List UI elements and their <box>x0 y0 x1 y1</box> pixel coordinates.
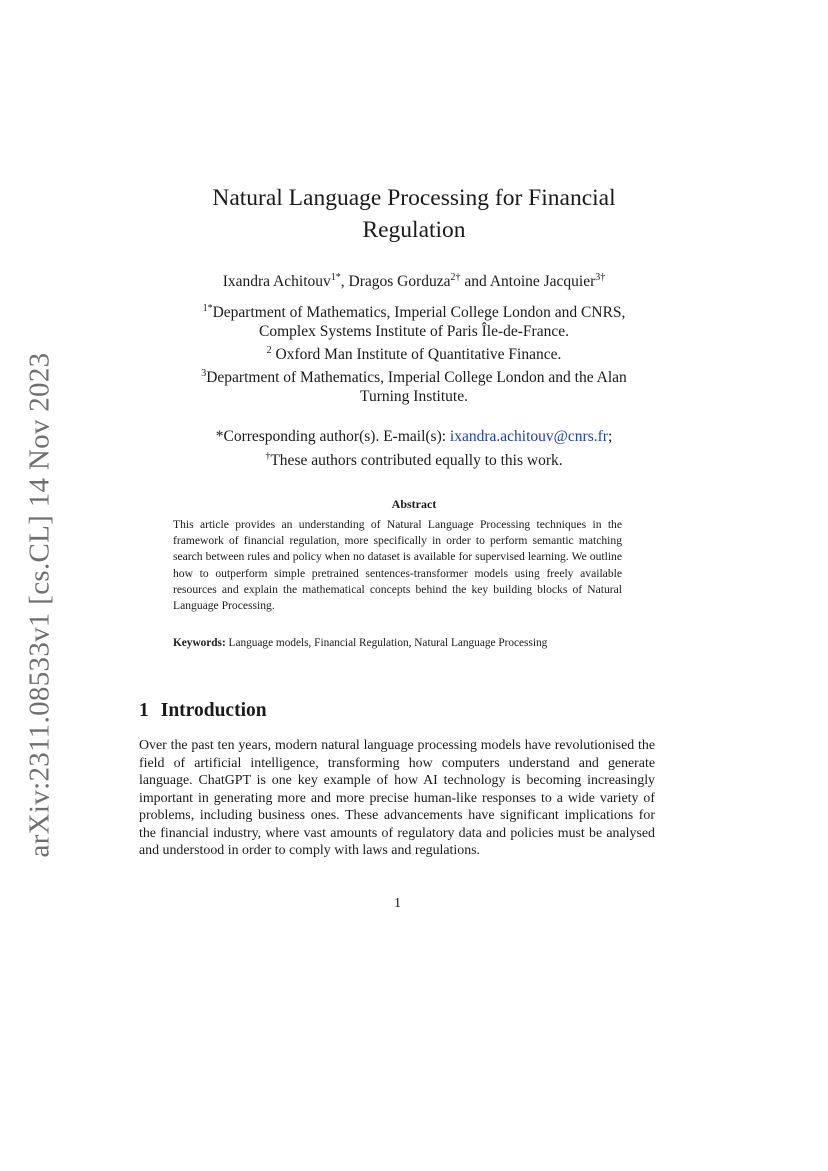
affiliation-1-text: Department of Mathematics, Imperial College London and CNRS, <box>212 304 626 322</box>
email-link[interactable]: ixandra.achitouv@cnrs.fr <box>449 428 608 445</box>
correspondence-line-2 <box>0 447 828 471</box>
correspondence-line-1 <box>0 427 828 447</box>
author-3: Antoine Jacquier <box>489 273 596 291</box>
keywords-list: Language models, Financial Regulation, Natural Language Processing <box>225 637 548 649</box>
paper-title <box>0 182 828 246</box>
author-3-superscript: 3† <box>595 272 606 283</box>
abstract-heading: Abstract <box>391 497 437 511</box>
author-list <box>0 268 828 292</box>
affiliation-1-superscript: 1* <box>202 303 213 314</box>
author-2-superscript: 2† <box>450 272 461 283</box>
author-2: Dragos Gorduza <box>348 273 451 291</box>
affiliation-line-2: Complex Systems Institute of Paris Île-de-France. <box>259 323 569 341</box>
affiliation-line-3 <box>0 341 828 364</box>
correspondence <box>0 427 828 471</box>
introduction-paragraph: Over the past ten years, modern natural language processing models have revolutionised the field of artificial intelligence, transforming how computers understand and generate language. ChatGPT is one key example of how AI technology is becoming increasingly important in generating more and more precise human-like responses to a wide variety of problems, including business ones. These advancements have significant implications for the financial industry, where vast amounts of regulatory data and policies must be analysed and understood in order to comply with laws and regulations. <box>139 738 655 858</box>
section-title: Introduction <box>160 700 267 721</box>
affiliation-line-4 <box>0 364 828 387</box>
correspondence-suffix: ; <box>607 428 613 445</box>
title-line-2: Regulation <box>362 217 466 243</box>
affiliation-3-superscript: 3 <box>201 368 207 380</box>
arxiv-identifier-stamp: arXiv:2311.08533v1 [cs.CL] 14 Nov 2023 <box>23 352 56 858</box>
author-1: Ixandra Achitouv <box>222 273 331 291</box>
keywords <box>173 636 633 651</box>
author-separator: , <box>340 273 349 291</box>
affiliation-line-5: Turning Institute. <box>360 388 468 406</box>
dagger-mark: † <box>265 451 271 462</box>
page-number: 1 <box>394 896 401 911</box>
author-1-superscript: 1* <box>330 272 341 283</box>
correspondence-prefix: *Corresponding author(s). E-mail(s): <box>215 428 450 445</box>
affiliation-3-text: Department of Mathematics, Imperial College London and the Alan <box>206 369 627 387</box>
affiliations <box>0 299 828 406</box>
affiliation-2-text: Oxford Man Institute of Quantitative Finance. <box>271 346 562 364</box>
keywords-label: Keywords: <box>173 637 226 649</box>
section-number: 1 <box>139 700 149 721</box>
author-and: and <box>460 273 490 291</box>
abstract-text: This article provides an understanding of Natural Language Processing techniques in the framework of financial regulation, more specifically in order to perform semantic matching search between rules and policy when no dataset is available for supervised learning. We outline how to outperform simple pretrained sentences-transformer models using freely available resources and explain the mathematical concepts behind the key building blocks of Natural Language Processing. <box>173 518 622 613</box>
affiliation-line-1 <box>0 299 828 322</box>
section-heading <box>139 700 267 722</box>
equal-contribution-note: These authors contributed equally to this work. <box>270 452 563 470</box>
affiliation-2-superscript: 2 <box>266 345 272 357</box>
title-line-1: Natural Language Processing for Financial <box>212 185 616 211</box>
